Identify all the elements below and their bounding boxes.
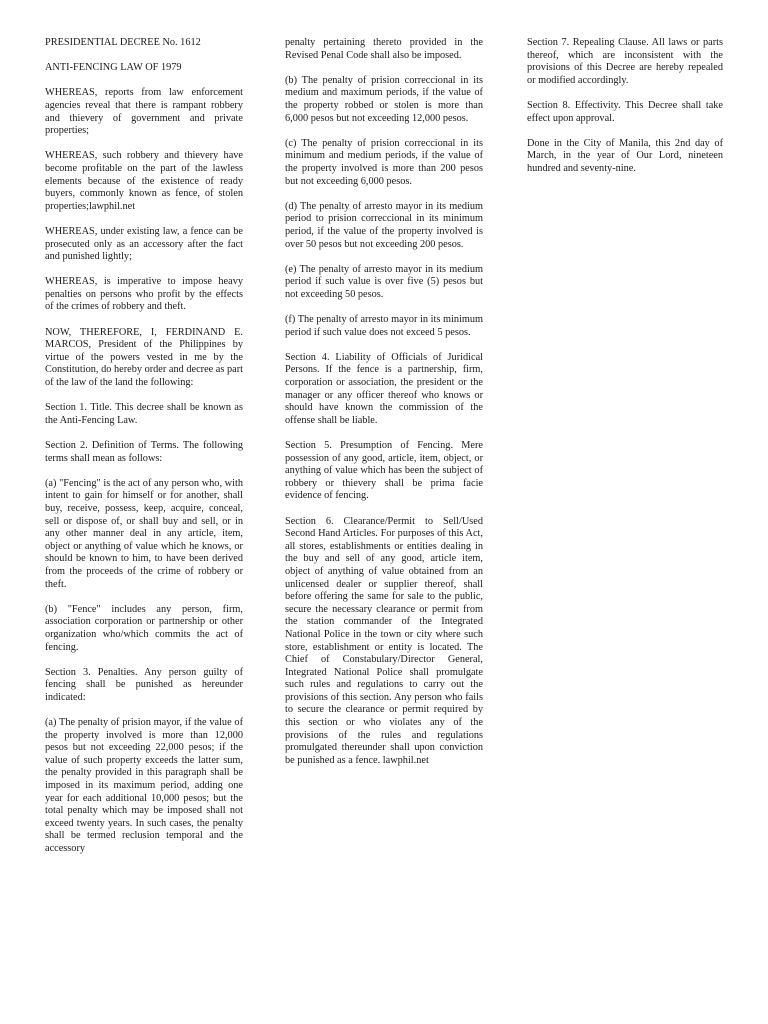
paragraph: WHEREAS, such robbery and thievery have become profitable on the part of the lawless elements because of the existence of ready buyers, commonly known as fence, of stolen properties;lawphil.net xyxy=(45,150,243,212)
paragraph: (b) "Fence" includes any person, firm, association corporation or partnership or other organization who/which commits the act of fencing. xyxy=(45,603,243,653)
section-2: Section 2. Definition of Terms. The following terms shall mean as follows: xyxy=(45,440,243,464)
paragraph: penalty pertaining thereto provided in the Revised Penal Code shall also be imposed. xyxy=(285,37,483,61)
paragraph: WHEREAS, reports from law enforcement agencies reveal that there is rampant robbery and thievery of government and private properties; xyxy=(45,87,243,137)
closing-paragraph: Done in the City of Manila, this 2nd day of March, in the year of Our Lord, nineteen hundred and seventy-nine. xyxy=(527,137,723,174)
text-column-1 xyxy=(45,37,243,856)
paragraph: (a) The penalty of prision mayor, if the value of the property involved is more than 12,000 pesos but not exceeding 22,000 pesos; if the value of such property exceeds the latter sum, the penalty provided in this paragraph shall be imposed in its maximum period, adding one year for each additional 10,000 pesos; but the total penalty which may be imposed shall not exceed twenty years. In such cases, the penalty shall be termed reclusion temporal and the accessory xyxy=(45,717,243,854)
section-7: Section 7. Repealing Clause. All laws or parts thereof, which are inconsistent with the provisions of this Decree are hereby repealed or modified accordingly. xyxy=(527,37,723,86)
paragraph: (b) The penalty of prision correccional in its medium and maximum periods, if the value of the property robbed or stolen is more than 6,000 pesos but not exceeding 12,000 pesos. xyxy=(285,74,483,124)
paragraph: (a) "Fencing" is the act of any person who, with intent to gain for himself or for another, shall buy, receive, possess, keep, acquire, conceal, sell or dispose of, or shall buy and sell, or in any other manner deal in any article, item, object or anything of value which he knows, or should be known to him, to have been derived from the proceeds of the crime of robbery or theft. xyxy=(45,477,243,590)
section-1: Section 1. Title. This decree shall be known as the Anti-Fencing Law. xyxy=(45,402,243,426)
section-8: Section 8. Effectivity. This Decree shall take effect upon approval. xyxy=(527,99,723,124)
text-column-3 xyxy=(527,37,723,176)
law-subtitle: ANTI-FENCING LAW OF 1979 xyxy=(45,62,182,74)
paragraph: (f) The penalty of arresto mayor in its minimum period if such value does not exceed 5 pesos. xyxy=(285,314,483,338)
paragraph: WHEREAS, is imperative to impose heavy penalties on persons who profit by the effects of the crimes of robbery and theft. xyxy=(45,276,243,313)
text-column-2 xyxy=(285,37,483,767)
section-5: Section 5. Presumption of Fencing. Mere possession of any good, article, item, object, or anything of value which has been the subject of robbery or thievery shall be prima facie evidence of fencing. xyxy=(285,440,483,502)
section-6: Section 6. Clearance/Permit to Sell/Used Second Hand Articles. For purposes of this Act, all stores, establishments or entities dealing in the buy and sell of any good, article item, object of anything of value obtained from an unlicensed dealer or supplier thereof, shall before offering the same for sale to the public, secure the necessary clearance or permit from the station commander of the Integrated National Police in the town or city where such store, establishment or entity is located. The Chief of Constabulary/Director General, Integrated National Police shall promulgate such rules and regulations to carry out the provisions of this section. Any person who fails to secure the clearance or permit required by this section or who violates any of the provisions of the rules and regulations promulgated thereunder shall upon conviction be punished as a fence. lawphil.net xyxy=(285,515,483,766)
section-3: Section 3. Penalties. Any person guilty of fencing shall be punished as hereunder indicated: xyxy=(45,666,243,703)
paragraph: (e) The penalty of arresto mayor in its medium period if such value is over five (5) pesos but not exceeding 50 pesos. xyxy=(285,263,483,300)
paragraph: WHEREAS, under existing law, a fence can be prosecuted only as an accessory after the fact and punished lightly; xyxy=(45,225,243,263)
paragraph: (d) The penalty of arresto mayor in its medium period to prision correccional in its minimum period, if the value of the property involved is over 50 pesos but not exceeding 200 pesos. xyxy=(285,200,483,250)
decree-title: PRESIDENTIAL DECREE No. 1612 xyxy=(45,37,201,48)
paragraph: NOW, THEREFORE, I, FERDINAND E. MARCOS, President of the Philippines by virtue of the powers vested in me by the Constitution, do hereby order and decree as part of the law of the land the following: xyxy=(45,326,243,389)
section-4: Section 4. Liability of Officials of Juridical Persons. If the fence is a partnership, firm, corporation or association, the president or the manager or any officer thereof who knows or should have known the commission of the offense shall be liable. xyxy=(285,351,483,426)
paragraph: (c) The penalty of prision correccional in its minimum and medium periods, if the value of the property involved is more than 200 pesos but not exceeding 6,000 pesos. xyxy=(285,137,483,187)
